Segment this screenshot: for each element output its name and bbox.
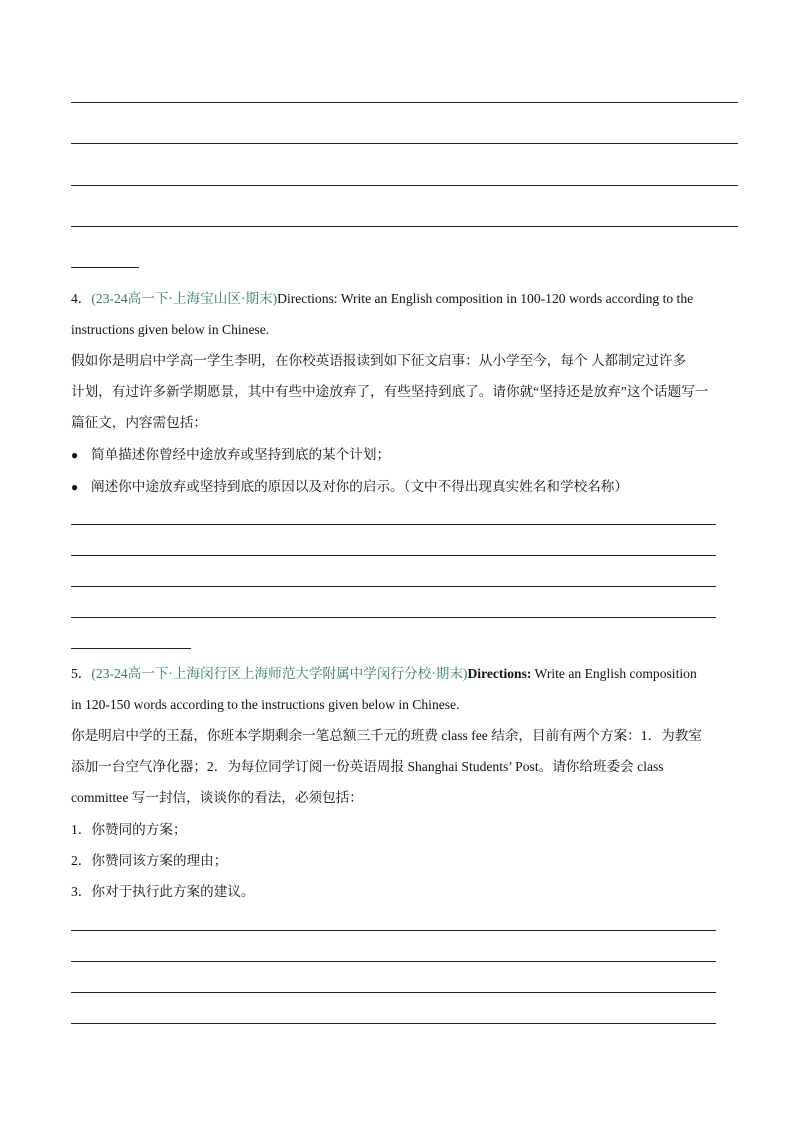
q5-number: 5． [71, 666, 92, 681]
q4-bullet-1 [71, 445, 731, 465]
answer-line [71, 961, 716, 962]
q5-directions-text: Write an English composition [531, 666, 697, 681]
q4-line4: 计划，有过许多新学期愿景，其中有些中途放弃了，有些坚持到底了。请你就“坚持还是放弃”这个话题写一 [71, 384, 709, 399]
q4-number: 4． [71, 291, 92, 306]
q4-source: (23-24高一下·上海宝山区·期末) [91, 291, 278, 306]
answer-line [71, 226, 738, 227]
answer-line [71, 586, 716, 587]
bullet-icon: ● [71, 480, 79, 494]
q4-line5: 篇征文，内容需包括： [71, 415, 207, 430]
q5-item-2: 2．你赞同该方案的理由； [71, 853, 228, 868]
answer-line [71, 992, 716, 993]
q5-line5: committee 写一封信，谈谈你的看法，必须包括： [71, 790, 363, 805]
answer-line [71, 143, 738, 144]
q4-directions-text: Write an English composition in 100-120 words according to the [337, 291, 694, 306]
answer-line [71, 1023, 716, 1024]
q4-bullet-text: 阐述你中途放弃或坚持到底的原因以及对你的启示。（文中不得出现真实姓名和学校名称） [91, 479, 628, 494]
q5-line4: 添加一台空气净化器；2．为每位同学订阅一份英语周报 Shanghai Students’ Post。请你给班委会 class [71, 759, 664, 774]
q4-line3: 假如你是明启中学高一学生李明，在你校英语报读到如下征文启事：从小学至今，每个 人都制定过许多 [71, 353, 687, 368]
q4-bullet-2 [71, 477, 731, 497]
q4-line2: instructions given below in Chinese. [71, 322, 270, 337]
q5-item-3: 3．你对于执行此方案的建议。 [71, 884, 255, 899]
answer-line [71, 524, 716, 525]
q5-line3: 你是明启中学的王磊，你班本学期剩余一笔总额三千元的班费 class fee 结余，目前有两个方案：1．为教室 [71, 728, 702, 743]
q5-directions-label: Directions: [467, 666, 532, 681]
q5-heading [71, 664, 731, 684]
q5-source: (23-24高一下·上海闵行区上海师范大学附属中学闵行分校·期末) [91, 666, 468, 681]
q4-bullet-text: 简单描述你曾经中途放弃或坚持到底的某个计划； [91, 447, 391, 462]
q5-line2: in 120-150 words according to the instructions given below in Chinese. [71, 697, 460, 712]
answer-line [71, 617, 716, 618]
answer-line [71, 555, 716, 556]
q4-directions-label: Directions: [277, 291, 338, 306]
answer-line [71, 185, 738, 186]
answer-line-short [71, 267, 139, 268]
bullet-icon: ● [71, 448, 79, 462]
q4-heading [71, 289, 731, 309]
answer-line-short [71, 648, 191, 649]
answer-line [71, 102, 738, 103]
q5-item-1: 1．你赞同的方案； [71, 822, 187, 837]
answer-line [71, 930, 716, 931]
